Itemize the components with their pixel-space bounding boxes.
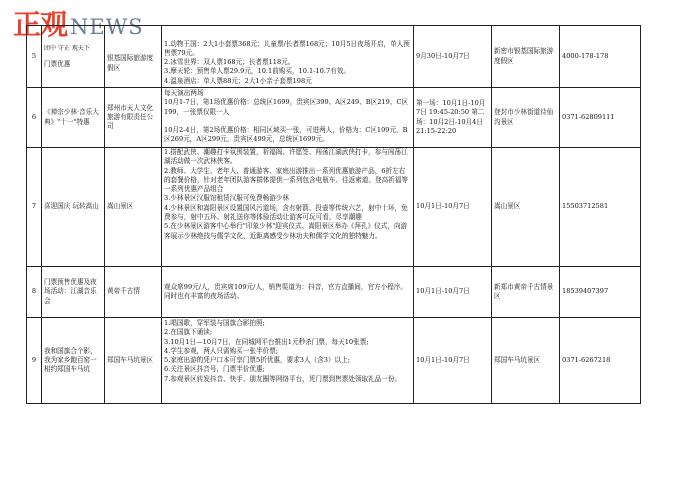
- detail-line: 7.参观景区转发抖音、快手、朋友圈等网络平台，凭门票到售票处领取礼品一份。: [164, 374, 402, 383]
- event-venue: 嵩山景区: [105, 148, 162, 267]
- row-number: 9: [27, 318, 42, 404]
- event-name: [42, 26, 105, 88]
- event-location: 登封市少林街道待仙沟景区: [492, 88, 560, 148]
- row-number: 7: [27, 148, 42, 267]
- event-details: [162, 267, 414, 318]
- detail-line: 10月1-7日，第1场优惠价格：总统区1699，贵宾区399、A区249、B区219、C区199，一张票仅限一人: [164, 98, 409, 116]
- event-name: 我和国旗合个影，我为家乡跑百窑一相约郑国车马坑: [42, 318, 105, 404]
- event-phone: 18539407397: [560, 267, 641, 318]
- event-details: [162, 148, 414, 267]
- event-date: 10月1日-10月7日: [414, 318, 492, 404]
- event-venue: 郑国车马坑景区: [105, 318, 162, 404]
- event-venue: 郑州市天人文化旅游有限责任公司: [105, 88, 162, 148]
- event-phone: 0371-62809111: [560, 88, 641, 148]
- event-location: 嵩山景区: [492, 148, 560, 267]
- detail-line: 4.学生参观，两人只需购买一张半价票;: [164, 346, 279, 355]
- event-details: [162, 88, 414, 148]
- detail-line: 1.唱国歌，穿军装与国旗合影拍照;: [164, 319, 265, 327]
- detail-line: 每天演出两场: [164, 89, 204, 97]
- header-fragment: 团中 守正 观天下: [44, 44, 90, 52]
- event-date: 10月1日-10月7日: [414, 148, 492, 267]
- event-details: [162, 318, 414, 404]
- event-phone: 4000-178-178: [560, 26, 641, 88]
- detail-line: 3.10月1日—10月7日，在同城网平台推出1元秒杀门票，每天10张票;: [164, 337, 369, 346]
- event-phone: 15503712581: [560, 148, 641, 267]
- detail-line: 1.搭配武侠、潮趣打卡氛围装置，祈福阁、许愿签、闯荡江湖武侠打卡，参与闯荡江湖活动做一次武林侠客。: [164, 148, 408, 166]
- detail-line: 2.教师、大学生、老年人、普通游客、家庭出游推出一系列优惠旅游产品，6折左右的套餐价格，针对老年团队游客群体提供一系列包含电瓶车、往返索道、登高祈福等一系列优惠产品组合: [164, 166, 408, 194]
- event-venue: [105, 26, 162, 88]
- event-location: 郑国车马坑景区: [492, 318, 560, 404]
- event-location: 新郑市黄帝千古情景区: [492, 267, 560, 318]
- event-date: 10月1日-10月7日: [414, 267, 492, 318]
- logo-text-cn: 正观: [13, 8, 68, 41]
- event-venue: 黄帝千古情: [105, 267, 162, 318]
- detail-line: 4.温泉酒店：单人票88元；2大1小亲子套票198元: [164, 76, 312, 85]
- detail-line: 3.摩天轮：预售单人票29.9元，10.1前购买，10.1-10.7有效。: [164, 67, 350, 76]
- detail-line: 5.家庭出游的凭户口本可享门票5折优惠，要求3人（含3）以上;: [164, 356, 350, 365]
- event-date: 第一场：10月1日-10月7日 19:45-20:50 第二场：10月2日-10月4日 21:15-22:20: [414, 88, 492, 148]
- event-venue-text: 银基国际旅游度假区: [107, 54, 154, 72]
- event-phone: 0371-6267218: [560, 318, 641, 404]
- detail-line: 1.动物王国：2大1小套票368元；儿童票/长者票168元；10月5日夜场开启，单人预售票79元。: [164, 39, 410, 57]
- event-date: 9月30日-10月7日: [414, 26, 492, 88]
- detail-line: 2.冰雪世界：双人票168元；长者票118元。: [164, 58, 295, 67]
- row-number: 5: [27, 26, 42, 88]
- row-number: 8: [27, 267, 42, 318]
- table-row: [27, 148, 641, 267]
- table-row: [27, 318, 641, 404]
- event-details: [162, 26, 414, 88]
- detail-line: [164, 117, 411, 126]
- promotions-table: [26, 25, 641, 404]
- row-number: 6: [27, 88, 42, 148]
- table-row: [27, 26, 641, 88]
- event-name-text: 门票优惠: [44, 59, 71, 68]
- logo-text-en: NEWS: [70, 15, 144, 39]
- detail-line: 2.在国旗下诵读;: [164, 328, 213, 337]
- detail-line: 6.关注景区抖音号，门票半价优惠;: [164, 365, 265, 374]
- detail-line: 3.少林景区汉服馆租赁汉服可免费畅游少林: [164, 194, 289, 203]
- event-name: 门票预售优惠及夜场活动：江湖音乐会: [42, 267, 105, 318]
- detail-line: 观众席99元/人，贵宾席109元/人，销售渠道为：抖音，官方直播间，官方小程序。同时也有丰富的夜场活动。: [164, 282, 408, 300]
- event-name: 喜迎国庆 玩转嵩山: [42, 148, 105, 267]
- event-name: 《禅宗少林·音乐大典》"十一"特惠: [42, 88, 105, 148]
- detail-line: 4.少林景区和嵩阳景区设置国风污道场，含有射箭、投壶等传统六艺，射中十环，免费参与，射中五环、射礼送你等体验活动让游客可玩可看，尽享潮趣: [164, 203, 408, 222]
- detail-line: 10月2-4日，第2场优惠价格：相同区域买一张，可进两人，价格为：C区199元，B区269元，A区299元，贵宾区499元，总统区1699元。: [164, 125, 408, 144]
- event-location: 新密市银基国际旅游度假区: [492, 26, 560, 88]
- detail-line: 5.在少林景区游客中心举行"印象少林"迎宾仪式、嵩阳景区举办《拜孔》仪式，向游客展示少林绝技与儒学文化，近距离感受少林功夫和儒学文化的独特魅力。: [164, 222, 408, 240]
- table-row: [27, 267, 641, 318]
- table-row: [27, 88, 641, 148]
